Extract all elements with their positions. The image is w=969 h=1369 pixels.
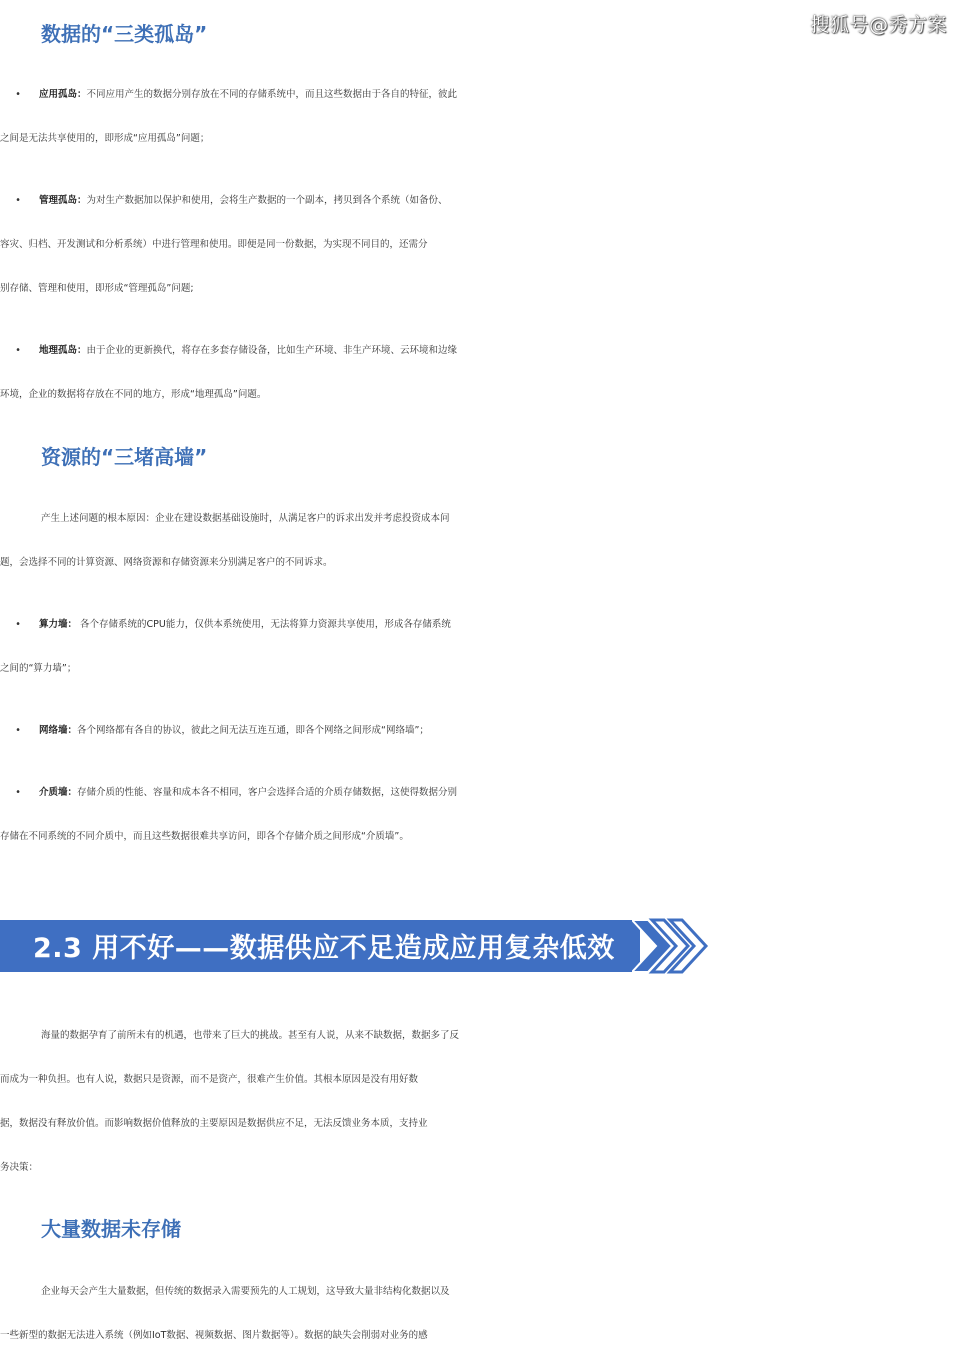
unstored-data-body: 企业每天会产生大量数据，但传统的数据录入需要预先的人工规划，这导致大量非结构化数据以及 一些新型的数据无法进入系统（例如IoT数据、视频数据、图片数据等）。数据的缺失会削弱对业务的感 [0, 1286, 450, 1341]
chevron-arrows-icon [632, 916, 716, 976]
bullet-icon: • [15, 787, 21, 798]
resource-walls-intro: 产生上述问题的根本原因：企业在建设数据基础设施时，从满足客户的诉求出发并考虑投资成本问 题，会选择不同的计算资源、网络资源和存储资源来分别满足客户的不同诉求。 [0, 513, 450, 568]
section-banner [0, 916, 720, 976]
data-supply-intro: 海量的数据孕育了前所未有的机遇，也带来了巨大的挑战。甚至有人说，从来不缺数据，数据多了反 而成为一种负担。也有人说，数据只是资源，而不是资产，很难产生价值。其根本原因是没有用好数 据，数据没有释放价值。而影响数据价值释放的主要原因是数据供应不足，无法反馈业务本质，支持业 务决策： [0, 1030, 460, 1173]
term-label: 网络墙： [39, 725, 78, 736]
bullet-icon: • [15, 345, 21, 356]
bullet-item-mgmt-island: • 管理孤岛：为对生产数据加以保护和使用，会将生产数据的一个副本，拷贝到各个系统（如备份、 容灾、归档、开发测试和分析系统）中进行管理和使用。即便是同一份数据，为实现不同目的，还需分 别存储、管理和使用，即形成“管理孤岛”问题; [0, 179, 969, 311]
bullet-item-geo-island: • 地理孤岛：由于企业的更新换代，将存在多套存储设备，比如生产环境、非生产环境、云环境和边缘 环境，企业的数据将存放在不同的地方，形成“地理孤岛”问题。 [0, 329, 969, 417]
term-label: 地理孤岛： [39, 345, 87, 356]
term-label: 算力墙： [39, 619, 78, 630]
bullet-item-media-wall: • 介质墙：存储介质的性能、容量和成本各不相同，客户会选择合适的介质存储数据，这使得数据分别 存储在不同系统的不同介质中，而且这些数据很难共享访问，即各个存储介质之间形成“介质墙”。 [0, 771, 969, 859]
term-label: 管理孤岛： [39, 195, 87, 206]
watermark-text: 搜狐号@秀方案 [810, 14, 947, 36]
data-islands-heading: 数据的“三类孤岛” [41, 22, 208, 46]
bullet-icon: • [15, 725, 21, 736]
bullet-icon: • [15, 619, 21, 630]
bullet-icon: • [15, 89, 21, 100]
resource-walls-heading: 资源的“三堵高墙” [41, 445, 208, 469]
term-label: 介质墙： [39, 787, 78, 798]
bullet-item-compute-wall: • 算力墙： 各个存储系统的CPU能力，仅供本系统使用，无法将算力资源共享使用，形成各存储系统 之间的“算力墙”； [0, 603, 969, 691]
banner-title: 2.3 用不好——数据供应不足造成应用复杂低效 [33, 933, 615, 964]
bullet-item-network-wall: • 网络墙：各个网络都有各自的协议，彼此之间无法互连互通，即各个网络之间形成“网络墙”； [0, 709, 969, 753]
bullet-item-app-island: • 应用孤岛：不同应用产生的数据分别存放在不同的存储系统中，而且这些数据由于各自的特征，彼此 之间是无法共享使用的，即形成“应用孤岛”问题； [0, 73, 969, 161]
bullet-icon: • [15, 195, 21, 206]
unstored-data-heading: 大量数据未存储 [41, 1217, 181, 1241]
term-label: 应用孤岛： [39, 89, 87, 100]
